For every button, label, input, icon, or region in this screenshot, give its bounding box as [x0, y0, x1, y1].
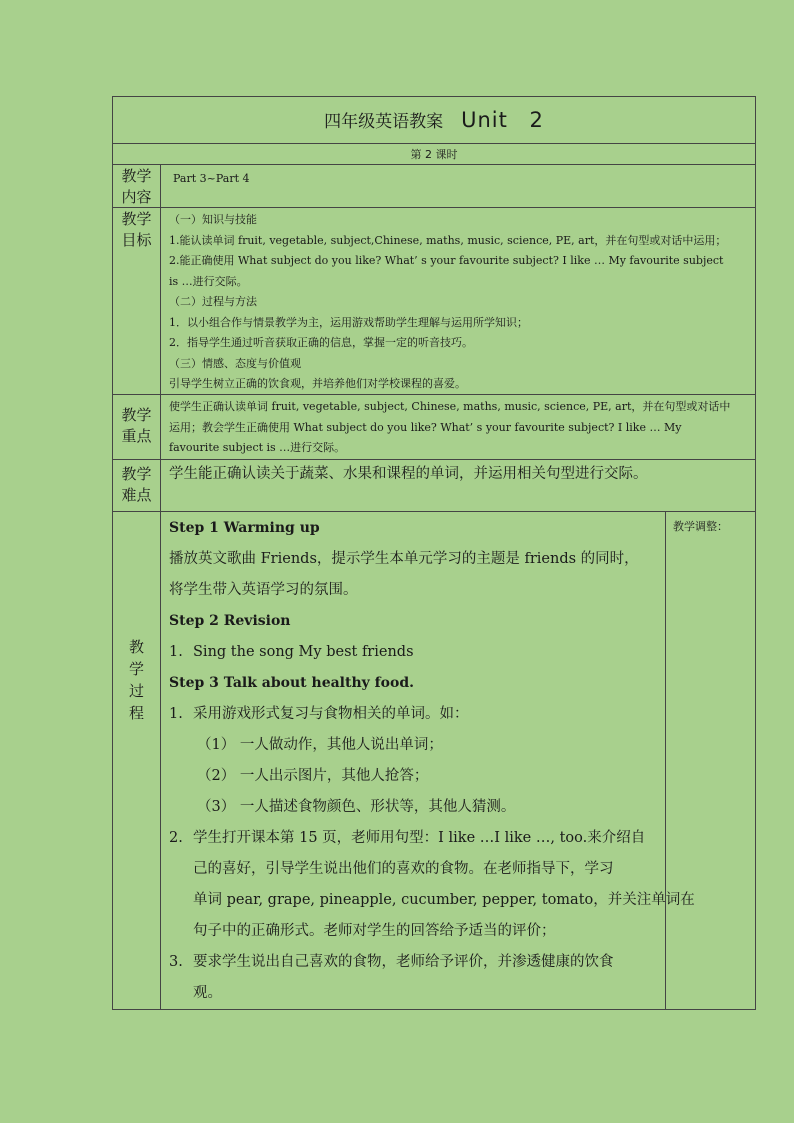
step-line: 将学生带入英语学习的氛围。 [169, 582, 358, 598]
goal-line: 2.能正确使用 What subject do you like? What’ s your favourite subject? I like … My favourite subject [169, 254, 724, 267]
goals-cell [169, 210, 749, 394]
goal-line: （二）过程与方法 [169, 295, 257, 308]
content-row [113, 165, 755, 208]
difficulty-row [113, 460, 755, 512]
label-line: 重点 [121, 427, 152, 445]
focus-row [113, 395, 755, 460]
difficulty-text: 学生能正确认读关于蔬菜、水果和课程的单词，并运用相关句型进行交际。 [169, 466, 648, 482]
title-chinese: 四年级英语教案 [324, 112, 444, 132]
item-text: 观。 [193, 985, 222, 1001]
content-label [113, 165, 161, 207]
revision-item [169, 637, 663, 668]
goal-line: （三）情感、态度与价值观 [169, 356, 301, 370]
content-text: Part 3~Part 4 [173, 172, 250, 185]
label-char: 过 [128, 682, 144, 700]
difficulty-label [113, 460, 161, 511]
step-heading: Step 2 Revision [169, 613, 291, 629]
goal-line: 1.能认读单词 fruit, vegetable, subject,Chinese, maths, music, science, PE, art，并在句型或对话中运用； [169, 233, 727, 247]
title-unit: Unit 2 [461, 108, 544, 132]
goals-text [169, 210, 749, 395]
item-number: 1. [169, 644, 183, 660]
goal-line: is …进行交际。 [169, 274, 248, 288]
column-divider [665, 512, 666, 1009]
label-line: 内容 [121, 188, 152, 206]
label-line: 教学 [121, 465, 152, 483]
process-text [169, 513, 695, 1009]
label-line: 难点 [121, 486, 152, 504]
item-text: 单词 pear, grape, pineapple, cucumber, pepper, tomato，并关注单词在 [193, 892, 695, 908]
label-char: 学 [128, 660, 144, 678]
goals-row [113, 208, 755, 395]
sub-item: （2） 一人出示图片，其他人抢答； [197, 768, 429, 784]
process-cell [169, 513, 695, 1009]
item-text: 己的喜好，引导学生说出他们的喜欢的食物。在老师指导下，学习 [193, 861, 614, 877]
list-item [169, 947, 663, 978]
goal-line: 1．以小组合作与情景教学为主，运用游戏帮助学生理解与运用所学知识； [169, 315, 528, 329]
goal-line: 2．指导学生通过听音获取正确的信息，掌握一定的听音技巧。 [169, 336, 473, 349]
adjustment-heading: 教学调整： [673, 520, 728, 533]
focus-line: favourite subject is …进行交际。 [169, 441, 346, 454]
difficulty-cell [169, 464, 749, 511]
focus-cell [169, 397, 749, 459]
goals-label [113, 208, 161, 394]
label-line: 教学 [121, 167, 152, 185]
item-number: 1. [169, 706, 183, 722]
item-number: 2. [169, 830, 183, 846]
label-line: 教学 [121, 406, 152, 424]
list-item [169, 699, 663, 730]
title-row [113, 97, 755, 144]
label-char: 程 [128, 704, 144, 722]
step-line: 播放英文歌曲 Friends，提示学生本单元学习的主题是 friends 的同时， [169, 551, 639, 567]
lesson-number: 第 2 课时 [410, 148, 458, 161]
focus-label [113, 395, 161, 459]
content-cell [173, 169, 749, 207]
step-heading: Step 1 Warming up [169, 520, 320, 536]
item-number: 3. [169, 954, 183, 970]
sub-item: （1） 一人做动作，其他人说出单词； [197, 737, 443, 753]
step-heading: Step 3 Talk about healthy food. [169, 675, 415, 691]
item-text: 句子中的正确形式。老师对学生的回答给予适当的评价； [193, 923, 556, 939]
sub-item: （3） 一人描述食物颜色、形状等，其他人猜测。 [197, 799, 516, 815]
goal-line: （一）知识与技能 [169, 213, 257, 226]
item-text: Sing the song My best friends [193, 644, 414, 660]
process-label [113, 512, 161, 1009]
list-item [169, 823, 663, 854]
focus-line: 使学生正确认读单词 fruit, vegetable, subject, Chinese, maths, music, science, PE, art，并在句型或对话中 [169, 400, 731, 413]
item-text: 采用游戏形式复习与食物相关的单词。如： [193, 706, 469, 722]
lesson-plan-table [112, 96, 756, 1010]
item-text: 要求学生说出自己喜欢的食物，老师给予评价，并渗透健康的饮食 [193, 954, 614, 970]
label-line: 目标 [121, 231, 152, 249]
process-row [113, 512, 755, 1009]
label-char: 教 [128, 638, 144, 656]
goal-line: 引导学生树立正确的饮食观，并培养他们对学校课程的喜爱。 [169, 377, 466, 390]
lesson-row [113, 144, 755, 165]
item-text: 学生打开课本第 15 页，老师用句型：I like …I like …, too.来介绍自 [193, 830, 646, 846]
focus-line: 运用；教会学生正确使用 What subject do you like? What’ s your favourite subject? I like … My [169, 420, 682, 434]
page-title [113, 97, 755, 145]
label-line: 教学 [121, 210, 152, 228]
focus-text [169, 397, 749, 459]
